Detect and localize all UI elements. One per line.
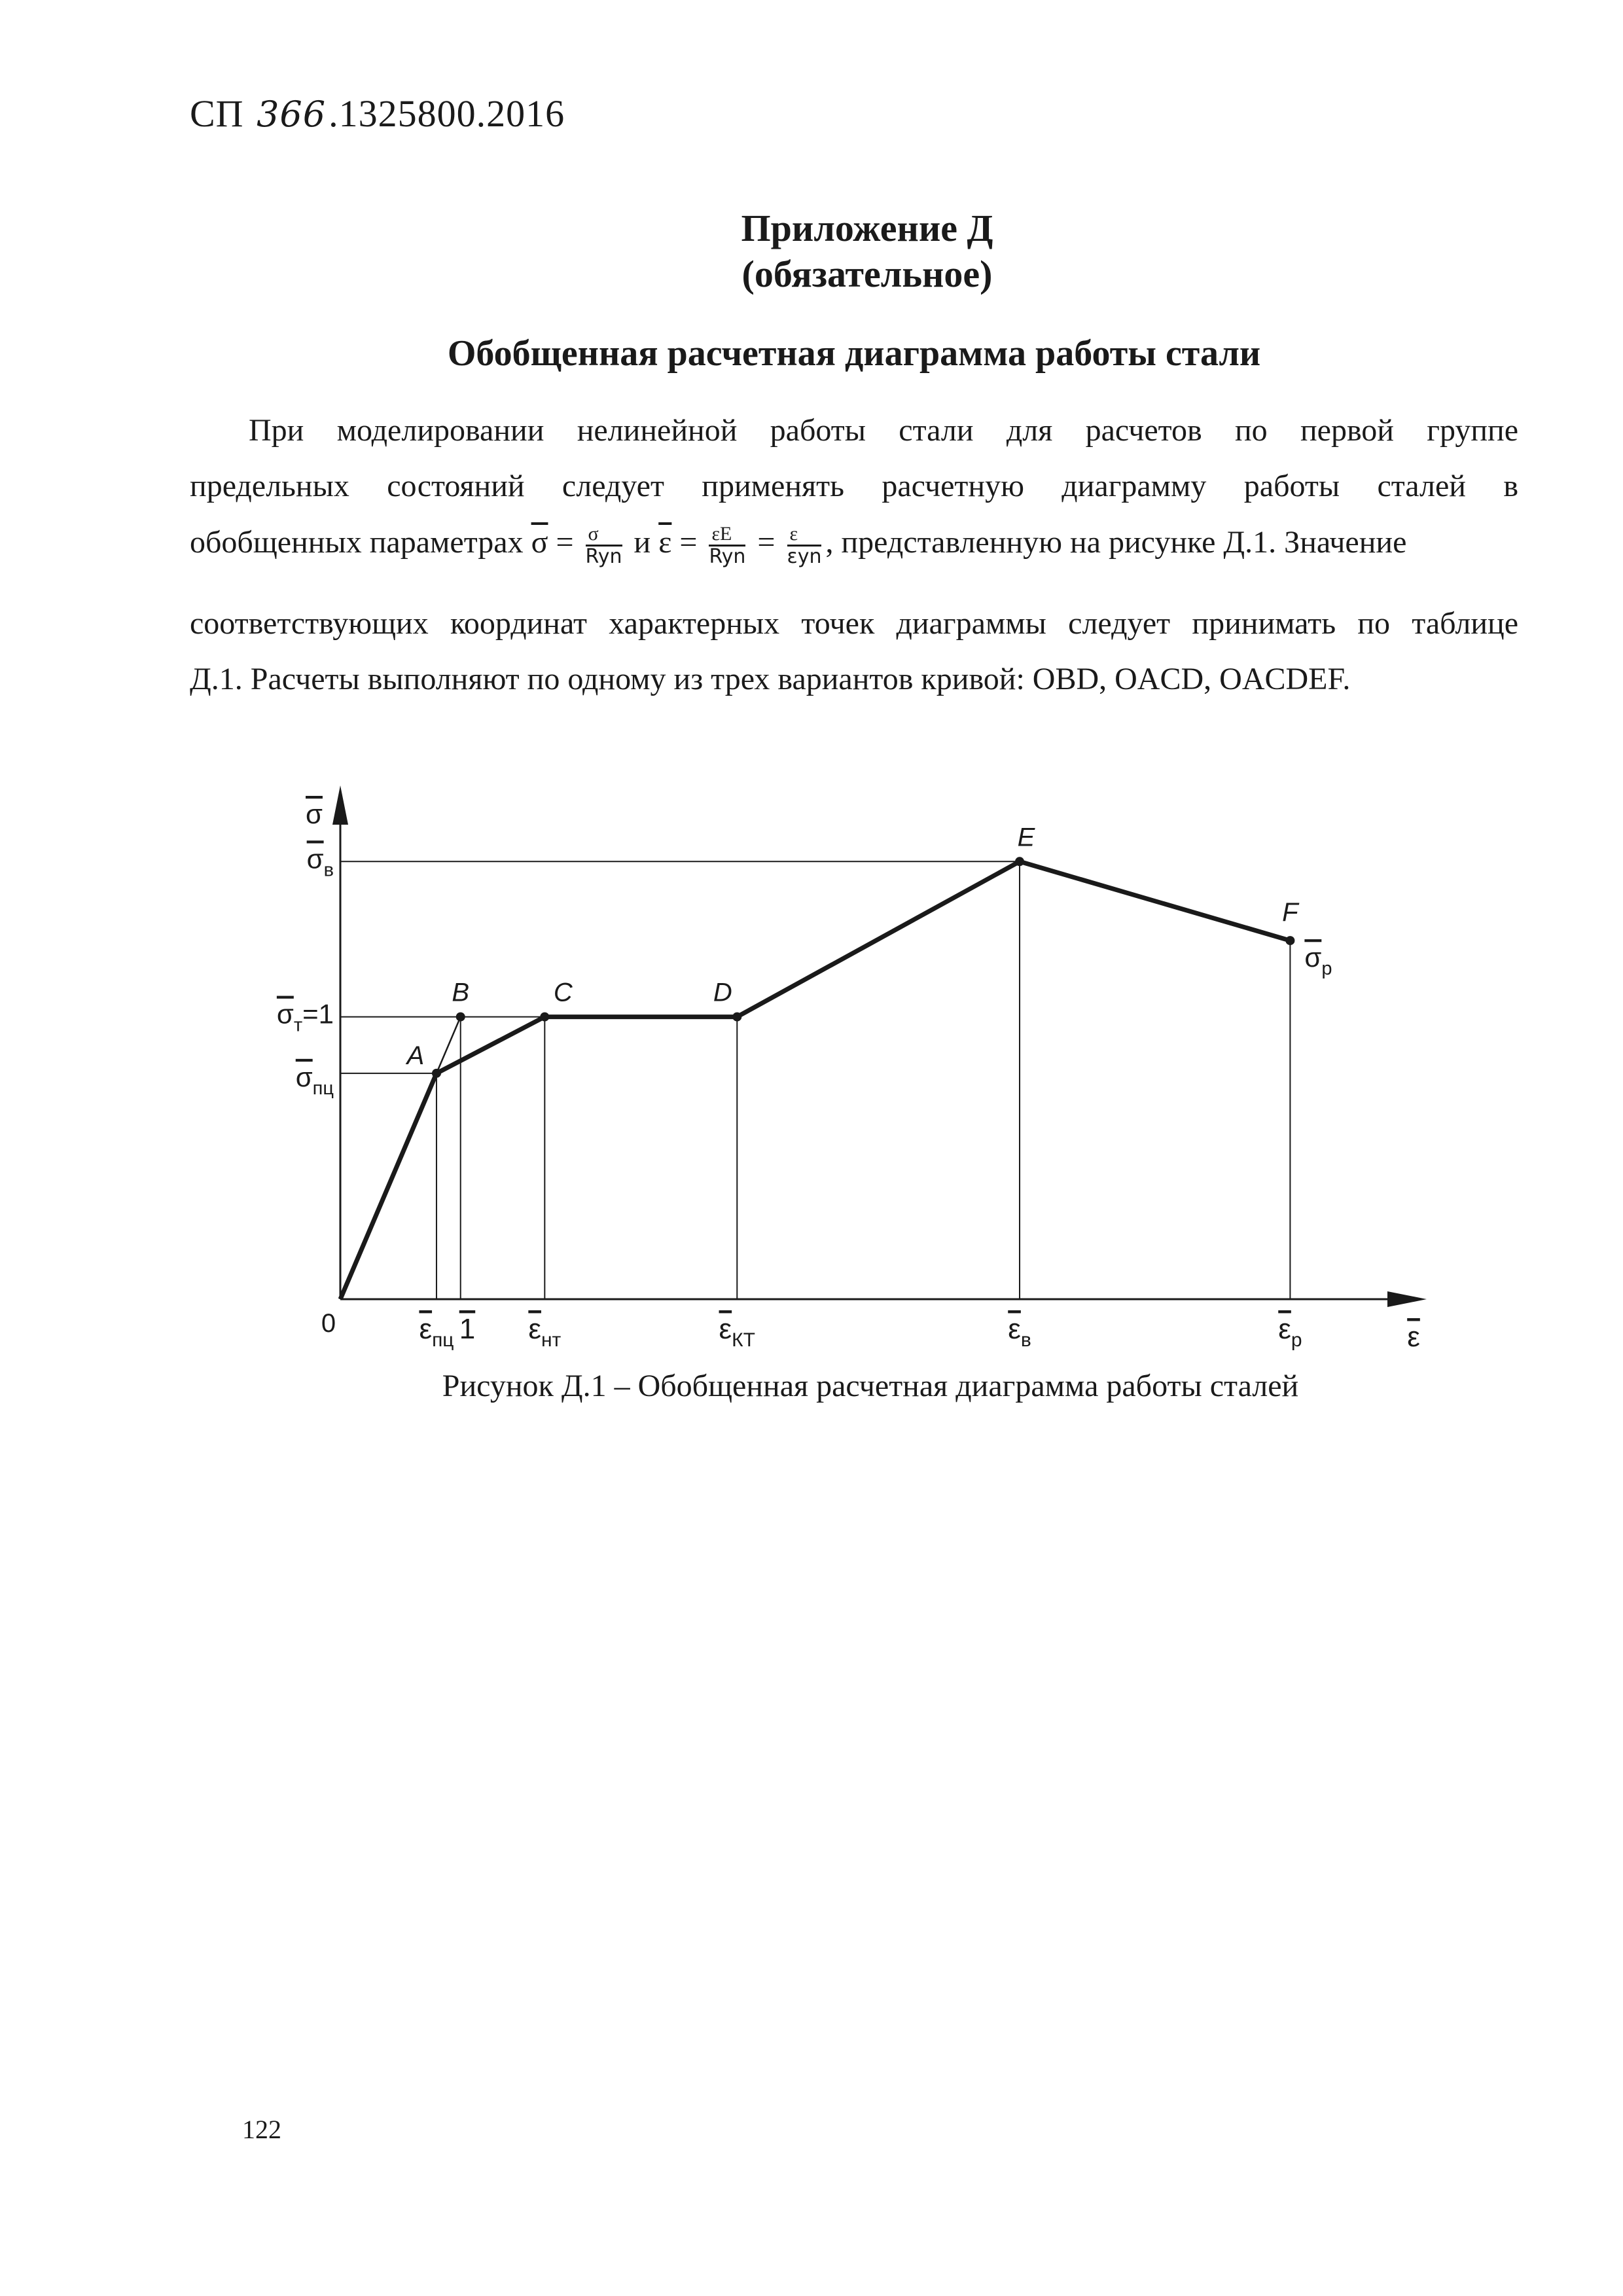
code-number-handwritten: 366 (257, 94, 327, 135)
y-axis-arrow (332, 785, 348, 825)
x-tick-label-0: $\varepsilon_{пц}$ (419, 1313, 454, 1351)
paragraph-line-formula (190, 524, 1518, 567)
x-tick-label-3: $\varepsilon_{КТ}$ (719, 1313, 755, 1351)
point-label-A: A (406, 1041, 425, 1070)
point-C (540, 1013, 549, 1022)
point-label-F: F (1282, 898, 1298, 927)
x-tick-label-4: $\varepsilon_в$ (1008, 1313, 1031, 1351)
point-A (432, 1069, 441, 1078)
x-axis-title: ε (1407, 1321, 1420, 1353)
x-axis-arrow (1387, 1291, 1427, 1307)
document-code (190, 92, 565, 135)
series-OACDEF (340, 861, 1290, 1299)
annotation-label-0: $\sigma_р$ (1304, 942, 1332, 980)
formula-lead-text: обобщенных параметрах (190, 525, 524, 560)
appendix-status: (обязательное) (741, 253, 993, 295)
epsilon-bar-symbol: $\overline{\varepsilon}$ (658, 525, 672, 560)
paragraph-line: соответствующих координат характерных точек диаграммы следует принимать по таблице (190, 606, 1518, 641)
stress-strain-chart (262, 766, 1505, 1368)
paragraph-line: предельных состояний следует применять расчетную диаграмму работы сталей в (190, 469, 1518, 503)
x-tick-label-5: $\varepsilon_р$ (1278, 1313, 1302, 1351)
chart-svg (262, 766, 1505, 1368)
origin-label: 0 (321, 1309, 336, 1338)
fraction-denominator: Ryn (709, 545, 746, 568)
appendix-title: Приложение Д (741, 207, 993, 249)
formula-tail-text: , представленную на рисунке Д.1. Значение (825, 525, 1407, 560)
conjunction: и (633, 525, 651, 560)
fraction-epsilon-e-over-ryn (709, 524, 745, 567)
fraction-sigma-over-ryn (586, 524, 622, 567)
fraction-numerator: σ (586, 524, 622, 547)
point-label-E: E (1017, 823, 1035, 852)
point-label-B: B (452, 978, 470, 1007)
point-label-C: C (553, 978, 573, 1007)
fraction-denominator: εyn (787, 545, 822, 568)
equals-sign: = (556, 525, 574, 560)
point-F (1285, 936, 1294, 945)
fraction-numerator: ε (787, 524, 822, 547)
fraction-denominator: Ryn (585, 545, 622, 568)
point-B (456, 1013, 465, 1022)
y-tick-label-0: $\sigma_{пц}$ (295, 1061, 334, 1099)
sigma-bar-symbol: $\overline{\sigma}$ (531, 525, 548, 560)
y-axis-title: σ (306, 798, 323, 829)
y-tick-label-1: $\sigma_т=1$ (276, 998, 334, 1036)
fraction-epsilon-over-eyn (787, 524, 822, 567)
y-tick-label-2: $\sigma_в$ (306, 843, 334, 881)
equals-sign: = (757, 525, 776, 560)
fraction-numerator: εE (709, 524, 745, 547)
page-number: 122 (242, 2115, 281, 2144)
code-suffix: .1325800.2016 (329, 92, 565, 135)
section-title: Обобщенная расчетная диаграмма работы стали (447, 333, 1261, 374)
x-tick-label-1: 1 (459, 1313, 476, 1345)
figure-caption: Рисунок Д.1 – Обобщенная расчетная диаграмма работы сталей (442, 1369, 1299, 1403)
point-E (1015, 857, 1024, 866)
paragraph-line: Д.1. Расчеты выполняют по одному из трех вариантов кривой: OBD, OACD, OACDEF. (190, 662, 1351, 696)
x-tick-label-2: $\varepsilon_{нт}$ (528, 1313, 562, 1351)
point-label-D: D (713, 978, 732, 1007)
code-prefix: СП (190, 92, 244, 135)
equals-sign: = (679, 525, 698, 560)
paragraph-line: При моделировании нелинейной работы стали для расчетов по первой группе (249, 413, 1518, 448)
point-D (732, 1013, 741, 1022)
